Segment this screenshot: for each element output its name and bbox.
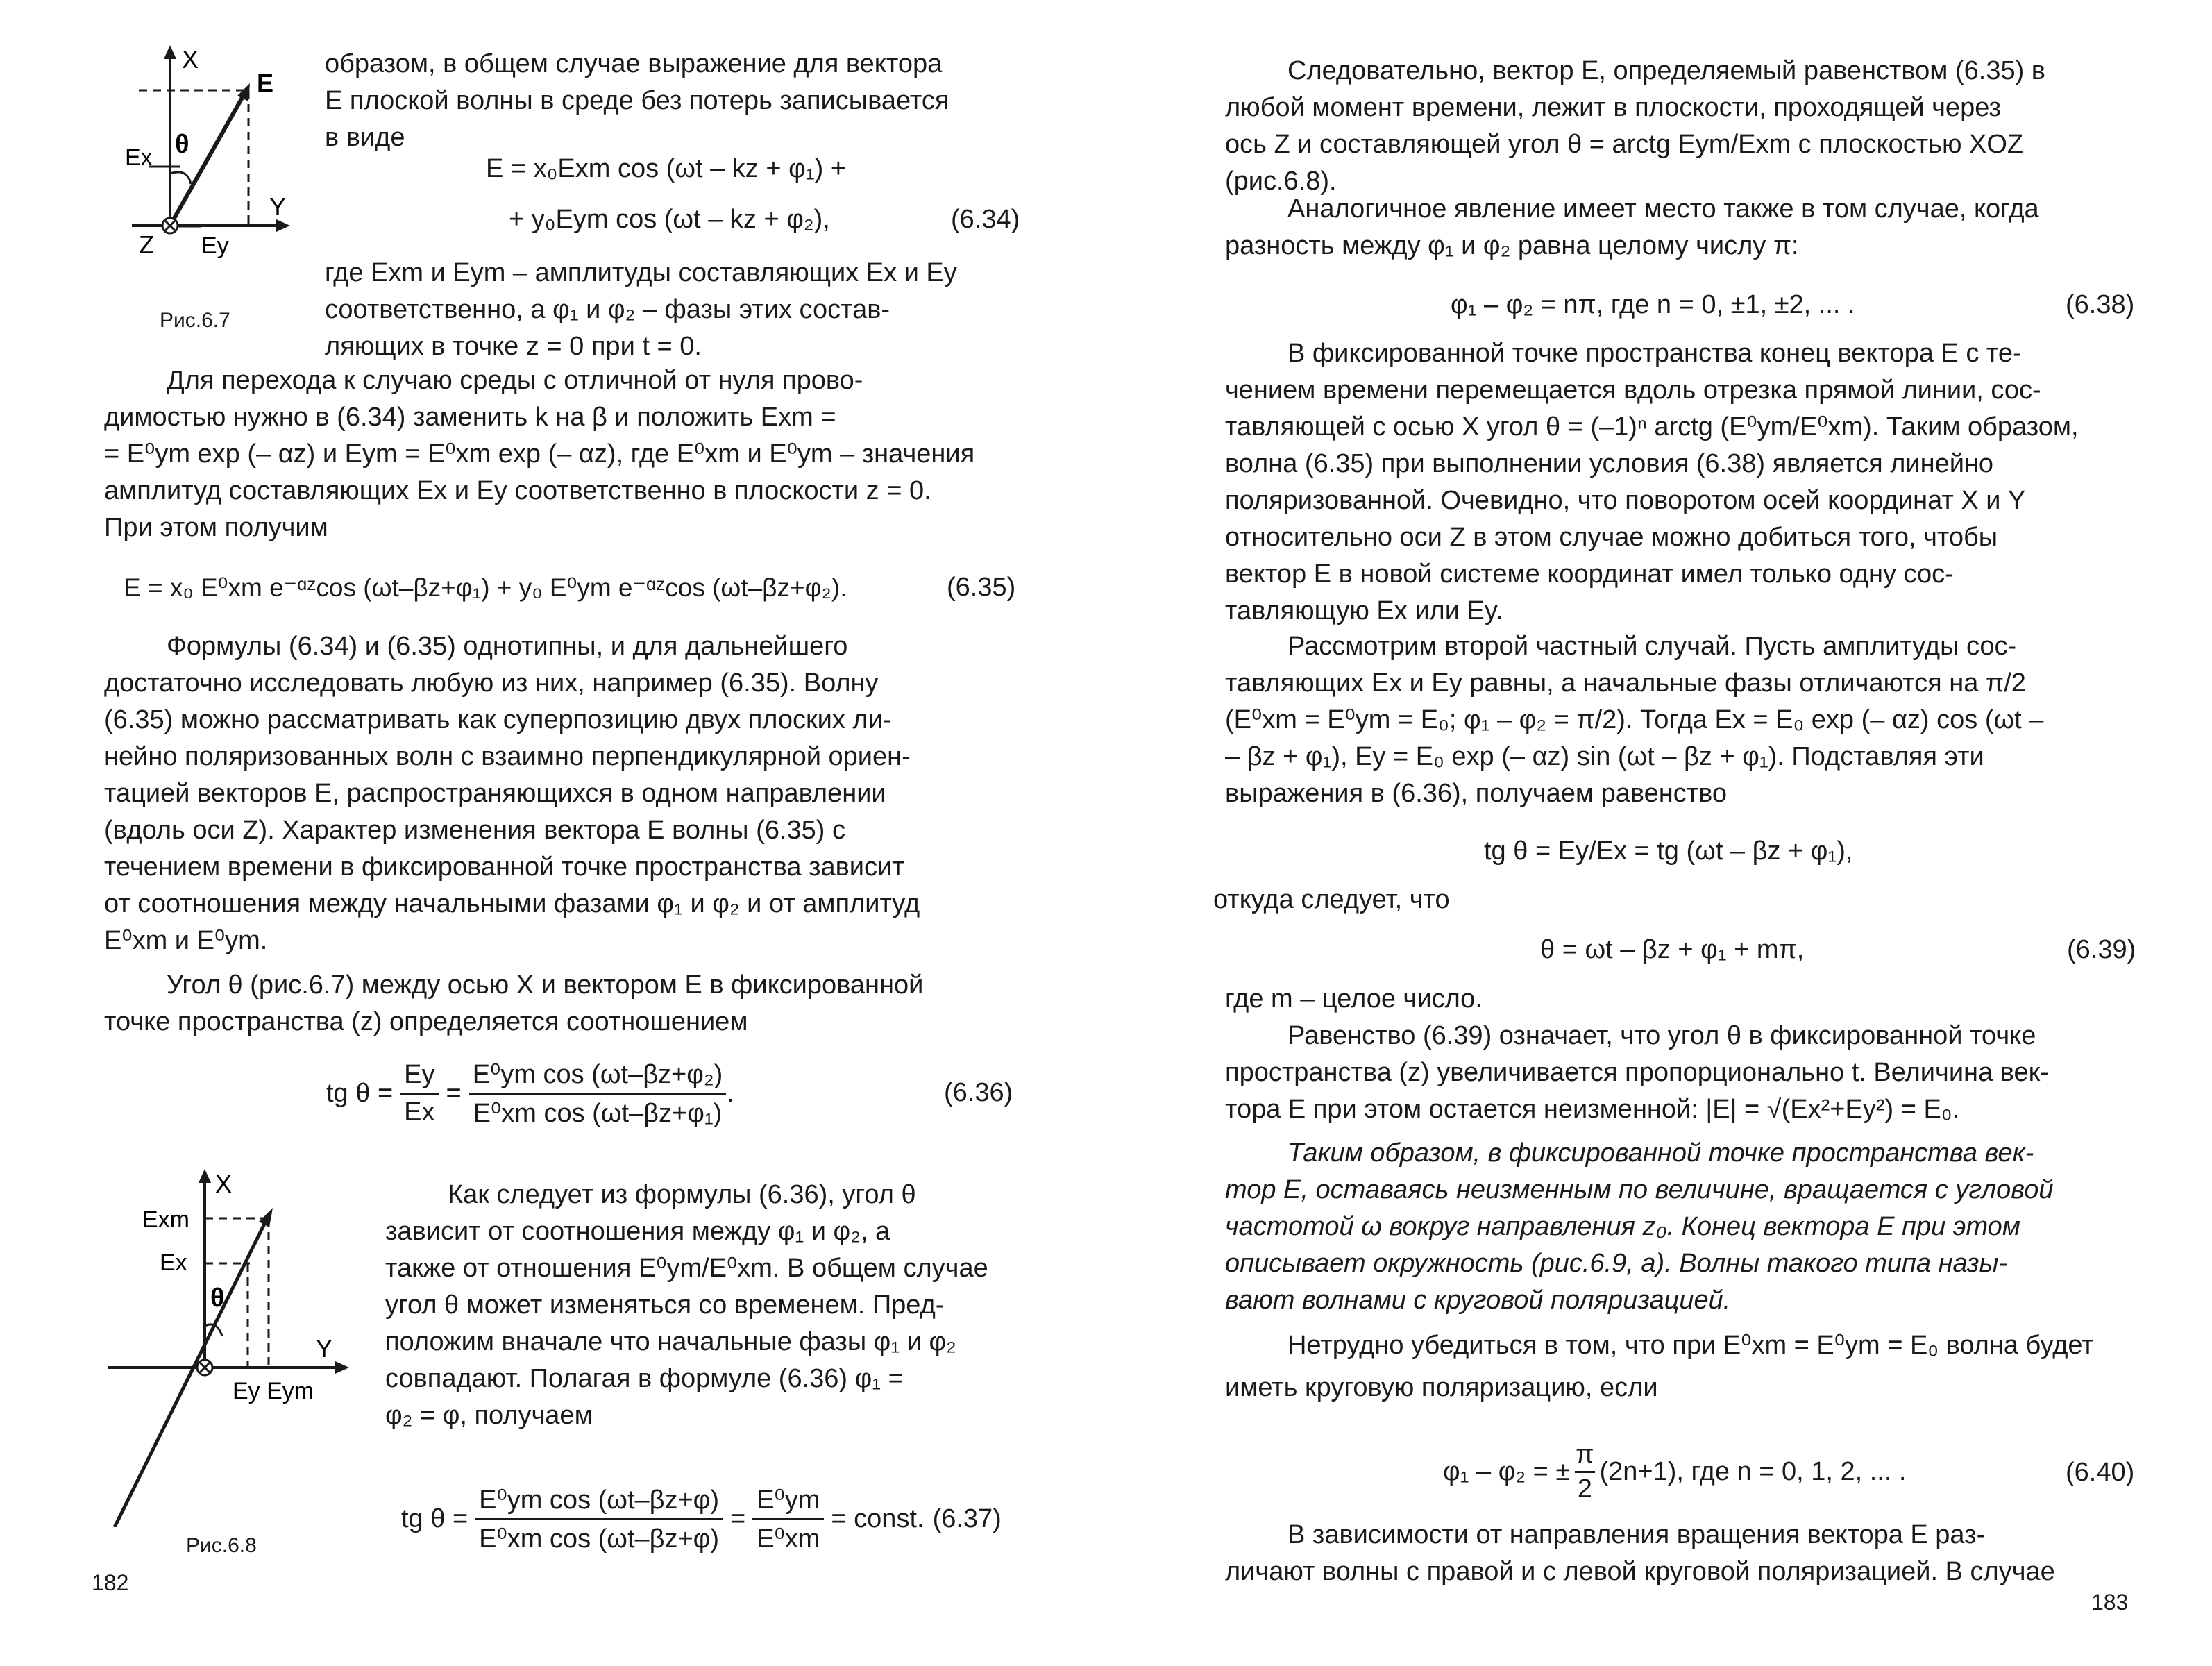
text-line: совпадают. Полагая в формуле (6.36) φ₁ =	[385, 1364, 904, 1393]
intro-text	[325, 46, 1034, 156]
m-integer-text: где m – целое число.	[1225, 984, 1483, 1013]
second-case-paragraph	[1225, 628, 2155, 812]
eq640-lhs: φ₁ – φ₂ = ±	[1443, 1456, 1571, 1486]
equality-paragraph	[1225, 1018, 2155, 1128]
text-line: Угол θ (рис.6.7) между осью X и вектором E в фиксированной	[167, 970, 924, 1000]
eq637-fraction-2	[752, 1484, 824, 1554]
analog-paragraph	[1225, 191, 2155, 264]
fig68-y-label: Y	[316, 1334, 333, 1363]
where-634-text	[325, 255, 1034, 365]
fig67-theta-label: θ	[175, 130, 189, 159]
text-line: тора E при этом остается неизменной: |E| = √(Ex²+Ey²) = E₀.	[1225, 1095, 1960, 1124]
eq637-f2-num: E⁰ym	[757, 1485, 820, 1515]
equation-6-39-number: (6.39)	[2067, 935, 2136, 964]
text-line: Как следует из формулы (6.36), угол θ	[448, 1180, 916, 1209]
text-line: E плоской волны в среде без потерь записывается	[325, 86, 949, 115]
page-number-right: 183	[2091, 1590, 2129, 1615]
text-line: вектор E в новой системе координат имел только одну сос-	[1225, 559, 1954, 589]
eq636-f2-den: E⁰xm cos (ωt–βz+φ₁)	[469, 1093, 727, 1129]
figure-6-8	[101, 1166, 364, 1527]
text-line: (вдоль оси Z). Характер изменения вектора E волны (6.35) с	[104, 816, 845, 845]
text-line: от соотношения между начальными фазами φ₁ и φ₂ и от амплитуд	[104, 889, 920, 918]
fig68-x-label: X	[215, 1170, 233, 1198]
thus-paragraph	[1225, 1135, 2155, 1319]
text-line: разность между φ₁ и φ₂ равна целому числу π:	[1225, 231, 1799, 260]
equation-6-38-number: (6.38)	[2066, 290, 2135, 319]
whence-text: откуда следует, что	[1213, 885, 1450, 914]
page-number-left: 182	[92, 1570, 129, 1595]
fig67-e-label: E	[257, 69, 274, 97]
angle-paragraph	[104, 967, 1034, 1041]
equation-6-34-line2: + y₀Eym cos (ωt – kz + φ₂),	[509, 205, 830, 234]
text-line: φ₂ = φ, получаем	[385, 1401, 593, 1430]
figure-6-7	[104, 42, 312, 278]
eq636-f1-den: Ex	[400, 1093, 439, 1127]
fig68-exm-label: Exm	[142, 1206, 189, 1233]
text-line: Рассмотрим второй частный случай. Пусть амплитуды сос-	[1287, 632, 2017, 661]
text-line: Таким образом, в фиксированной точке пространства век-	[1287, 1138, 2034, 1168]
fig67-x-label: X	[182, 45, 199, 74]
equation-6-34-number: (6.34)	[951, 205, 1020, 234]
text-line: Для перехода к случаю среды с отличной от нуля прово-	[167, 366, 863, 395]
fig67-ex-label: Ex	[125, 144, 153, 171]
text-line: личают волны с правой и с левой круговой поляризацией. В случае	[1225, 1557, 2055, 1586]
text-line: (6.35) можно рассматривать как суперпозицию двух плоских ли-	[104, 705, 892, 734]
text-line: тавляющих Ex и Ey равны, а начальные фазы отличаются на π/2	[1225, 668, 2026, 698]
text-line: Следовательно, вектор E, определяемый равенством (6.35) в	[1287, 56, 2045, 85]
text-line: ляющих в точке z = 0 при t = 0.	[325, 332, 702, 361]
text-line: нейно поляризованных волн с взаимно перпендикулярной ориен-	[104, 742, 911, 771]
equation-6-34-line1: E = x₀Exm cos (ωt – kz + φ₁) +	[486, 154, 846, 183]
fig68-caption: Рис.6.8	[186, 1534, 257, 1557]
text-line: соответственно, а φ₁ и φ₂ – фазы этих состав-	[325, 295, 890, 324]
text-line: иметь круговую поляризацию, если	[1225, 1373, 1658, 1402]
equation-6-35: E = x₀ E⁰xm e⁻ᵅᶻcos (ωt–βz+φ₁) + y₀ E⁰ym e⁻ᵅᶻcos (ωt–βz+φ₂).	[124, 573, 847, 602]
text-line: любой момент времени, лежит в плоскости, проходящей через	[1225, 93, 2001, 122]
fig67-z-label: Z	[139, 230, 154, 259]
equation-6-36: tg θ = $\frac{Ey}{Ex}$ = $\frac{\text{E⁰ym cos (ωt–βz+φ₂)}}{\text{E⁰xm cos (ωt–βz+φ₁)}}$ .	[326, 1059, 734, 1128]
eq640-frac-num: π	[1576, 1439, 1594, 1469]
eq636-fraction-1	[400, 1060, 439, 1127]
eq636-f2-num: E⁰ym cos (ωt–βz+φ₂)	[472, 1059, 723, 1089]
text-line: димостью нужно в (6.34) заменить k на β и положить Exm =	[104, 403, 836, 432]
text-line: в виде	[325, 123, 405, 152]
text-line: описывает окружность (рис.6.9, а). Волны такого типа назы-	[1225, 1249, 2008, 1278]
text-line: (E⁰xm = E⁰ym = E₀; φ₁ – φ₂ = π/2). Тогда Ex = E₀ exp (– αz) cos (ωt –	[1225, 705, 2044, 734]
text-line: = E⁰ym exp (– αz) и Eym = E⁰xm exp (– αz), где E⁰xm и E⁰ym – значения	[104, 439, 975, 469]
eq636-fraction-2	[468, 1059, 727, 1129]
equation-6-35-number: (6.35)	[947, 573, 1016, 602]
fixed-point-paragraph	[1225, 335, 2155, 630]
text-line: ось Z и составляющей угол θ = arctg Eym/Exm с плоскостью XOZ	[1225, 130, 2024, 159]
text-line: волна (6.35) при выполнении условия (6.38) является линейно	[1225, 449, 1994, 478]
follows-paragraph	[385, 1177, 1034, 1434]
text-line: В зависимости от направления вращения вектора E раз-	[1287, 1520, 1986, 1549]
fig68-ex-label: Ex	[160, 1250, 187, 1276]
equation-6-36-number: (6.36)	[944, 1078, 1013, 1107]
text-line: вают волнами с круговой поляризацией.	[1225, 1286, 1731, 1315]
eq637-rhs: = const.	[831, 1504, 925, 1533]
eq637-lhs: tg θ =	[401, 1504, 468, 1533]
depending-paragraph	[1225, 1517, 2155, 1590]
consequently-paragraph	[1225, 53, 2155, 200]
eq636-lhs: tg θ =	[326, 1078, 394, 1108]
text-line: точке пространства (z) определяется соотношением	[104, 1007, 748, 1036]
eq637-f2-den: E⁰xm	[752, 1518, 824, 1554]
text-line: Аналогичное явление имеет место также в том случае, когда	[1287, 194, 2039, 224]
fig67-y-label: Y	[269, 192, 287, 221]
easy-paragraph	[1225, 1327, 2155, 1406]
equation-6-38: φ₁ – φ₂ = nπ, где n = 0, ±1, ±2, ... .	[1451, 290, 1855, 319]
fig67-caption: Рис.6.7	[160, 309, 230, 332]
text-line: частотой ω вокруг направления z₀. Конец вектора E при этом	[1225, 1212, 2020, 1241]
equation-tg-theta: tg θ = Ey/Ex = tg (ωt – βz + φ₁),	[1484, 836, 1853, 866]
text-line: достаточно исследовать любую из них, например (6.35). Волну	[104, 668, 879, 698]
text-line: положим вначале что начальные фазы φ₁ и φ₂	[385, 1327, 956, 1356]
text-line: E⁰xm и E⁰ym.	[104, 926, 268, 955]
eq637-fraction-1	[475, 1484, 723, 1554]
text-line: амплитуд составляющих Ex и Ey соответственно в плоскости z = 0.	[104, 476, 931, 505]
text-line: поляризованной. Очевидно, что поворотом осей координат X и Y	[1225, 486, 2026, 515]
equation-6-37-number: (6.37)	[932, 1504, 1002, 1533]
text-line: образом, в общем случае выражение для вектора	[325, 49, 943, 78]
text-line: тацией векторов E, распространяющихся в одном направлении	[104, 779, 886, 808]
text-line: где Exm и Eym – амплитуды составляющих Ex и Ey	[325, 258, 957, 287]
fig68-theta-label: θ	[210, 1284, 225, 1313]
equation-6-40-number: (6.40)	[2066, 1458, 2135, 1487]
text-line: При этом получим	[104, 513, 328, 542]
text-line: относительно оси Z в этом случае можно добиться того, чтобы	[1225, 523, 1998, 552]
text-line: зависит от соотношения между φ₁ и φ₂, а	[385, 1217, 890, 1246]
text-line: выражения в (6.36), получаем равенство	[1225, 779, 1728, 808]
right-page	[1106, 0, 2212, 1666]
text-line: – βz + φ₁), Ey = E₀ exp (– αz) sin (ωt – βz + φ₁). Подставляя эти	[1225, 742, 1984, 771]
formulas-paragraph	[104, 628, 1034, 959]
text-line: (рис.6.8).	[1225, 167, 1337, 196]
eq637-f1-num: E⁰ym cos (ωt–βz+φ)	[479, 1485, 719, 1515]
text-line: угол θ может изменяться со временем. Пред-	[385, 1290, 945, 1320]
text-line: Равенство (6.39) означает, что угол θ в фиксированной точке	[1287, 1021, 2036, 1050]
text-line: течением времени в фиксированной точке пространства зависит	[104, 852, 904, 882]
text-line: чением времени перемещается вдоль отрезка прямой линии, сос-	[1225, 376, 2041, 405]
text-line: тор E, оставаясь неизменным по величине, вращается с угловой	[1225, 1175, 2054, 1204]
conductive-paragraph	[104, 362, 1034, 546]
text-line: также от отношения E⁰ym/E⁰xm. В общем случае	[385, 1254, 988, 1283]
fig67-ey-label: Ey	[201, 233, 229, 259]
text-line: В фиксированной точке пространства конец вектора E с те-	[1287, 339, 2022, 368]
fig68-ey-eym-label: Ey Eym	[233, 1378, 314, 1404]
text-line: пространства (z) увеличивается пропорционально t. Величина век-	[1225, 1058, 2049, 1087]
eq640-rhs: (2n+1), где n = 0, 1, 2, ... .	[1599, 1456, 1907, 1486]
equation-6-40	[1443, 1430, 1907, 1513]
equation-6-39: θ = ωt – βz + φ₁ + mπ,	[1540, 935, 1805, 964]
text-line: Формулы (6.34) и (6.35) однотипны, и для дальнейшего	[167, 632, 848, 661]
eq640-fraction	[1573, 1440, 1596, 1504]
text-line: Нетрудно убедиться в том, что при E⁰xm = E⁰ym = E₀ волна будет	[1287, 1331, 2094, 1360]
text-line: тавляющей с осью X угол θ = (–1)ⁿ arctg (E⁰ym/E⁰xm). Таким образом,	[1225, 412, 2079, 441]
eq640-frac-den: 2	[1575, 1471, 1595, 1504]
eq637-f1-den: E⁰xm cos (ωt–βz+φ)	[475, 1518, 723, 1554]
eq636-f1-num: Ey	[404, 1059, 435, 1089]
text-line: тавляющую Ex или Ey.	[1225, 596, 1503, 625]
equation-6-37: tg θ = $\frac{\text{E⁰ym cos (ωt–βz+φ)}}{\text{E⁰xm cos (ωt–βz+φ)}}$ = $\frac{\text{E⁰ym}}{\text{E⁰xm}}$ = const. (6.37)	[401, 1485, 1002, 1554]
